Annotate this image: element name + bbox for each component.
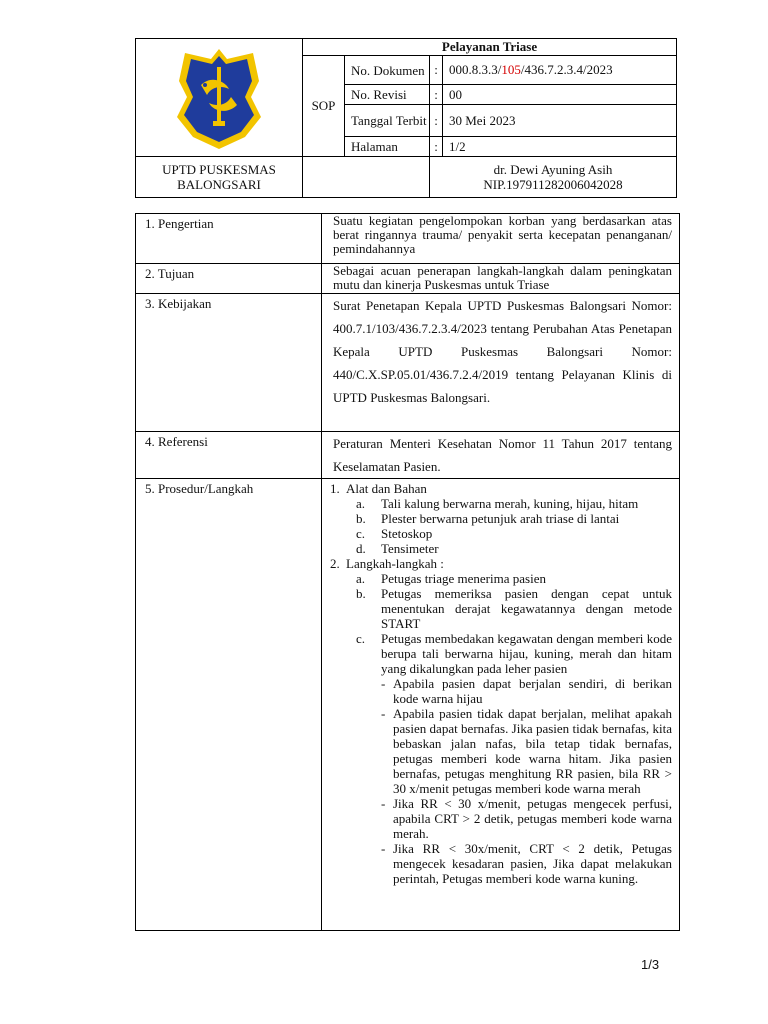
step-2-items [330, 571, 672, 886]
dash-item: - Apabila pasien tidak dapat berjalan, melihat apakah pasien dapat bernafas. Jika pasien tidak bernafas, kita bebaskan jalan nafas, bila tetap tidak bernafas, petugas memberi kode warna hitam. Jika pasien bernafas, petugas menghitung RR pasien, bila RR > 30 x/menit petugas memberi kode warna merah [381, 706, 672, 796]
step-title: Langkah-langkah : [346, 556, 444, 571]
unit-line-1: UPTD PUSKESMAS [162, 162, 276, 177]
issue-date-value: 30 Mei 2023 [443, 105, 677, 137]
step-1 [330, 481, 672, 496]
surabaya-crest-logo [171, 45, 267, 151]
step-title: Alat dan Bahan [346, 481, 427, 496]
revision-label: No. Revisi [345, 85, 430, 105]
revision-value: 00 [443, 85, 677, 105]
doc-number-value: 000.8.3.3/105/436.7.2.3.4/2023 [443, 56, 677, 85]
dash-list [356, 676, 672, 886]
section-label-prosedur: 5. Prosedur/Langkah [136, 479, 322, 931]
colon: : [430, 85, 443, 105]
logo-cell [136, 39, 303, 157]
signer-name: dr. Dewi Ayuning Asih [493, 162, 613, 177]
section-label-pengertian: 1. Pengertian [136, 214, 322, 264]
section-text-pengertian: Suatu kegiatan pengelompokan korban yang berdasarkan atas berat ringannya trauma/ penyakit serta kecepatan penanganan/ pemindahannya [322, 214, 680, 264]
issue-date-label: Tanggal Terbit [345, 105, 430, 137]
doc-number-label: No. Dokumen [345, 56, 430, 85]
section-label-kebijakan: 3. Kebijakan [136, 294, 322, 432]
page-number: 1/3 [641, 957, 660, 972]
list-item: b. Plester berwarna petunjuk arah triase di lantai [356, 511, 620, 526]
section-text-referensi: Peraturan Menteri Kesehatan Nomor 11 Tahun 2017 tentang Keselamatan Pasien. [322, 432, 680, 479]
signatory [430, 157, 677, 198]
section-label-referensi: 4. Referensi [136, 432, 322, 479]
blank-cell [303, 157, 430, 198]
section-text-tujuan: Sebagai acuan penerapan langkah-langkah dalam peningkatan mutu dan kinerja Puskesmas untuk Triase [322, 264, 680, 294]
list-item: a. Petugas triage menerima pasien [356, 571, 546, 586]
page-label: Halaman [345, 137, 430, 157]
list-item: a. Tali kalung berwarna merah, kuning, hijau, hitam [356, 496, 639, 511]
dash-item: - Apabila pasien dapat berjalan sendiri, di berikan kode warna hijau [381, 676, 672, 706]
step-2 [330, 556, 672, 571]
colon: : [430, 105, 443, 137]
dash-item: - Jika RR < 30x/menit, CRT < 2 detik, Petugas mengecek kesadaran pasien, Jika dapat melakukan perintah, Petugas memberi kode warna kuning. [381, 841, 672, 886]
section-body-prosedur [322, 479, 680, 931]
list-item: c. Stetoskop [356, 526, 433, 541]
unit-name [136, 157, 303, 198]
step-number: 1. [330, 481, 340, 496]
document-title: Pelayanan Triase [303, 39, 677, 56]
list-item: d. Tensimeter [356, 541, 439, 556]
step-1-items [330, 496, 672, 556]
sop-content-table [135, 213, 680, 931]
colon: : [430, 137, 443, 157]
unit-line-2: BALONGSARI [177, 177, 261, 192]
signer-nip: NIP.197911282006042028 [483, 177, 623, 192]
list-item: c. Petugas membedakan kegawatan dengan memberi kode berupa tali berwarna hijau, kuning, merah dan hitam yang dikalungkan pada leher pasien [356, 631, 672, 676]
colon: : [430, 56, 443, 85]
step-number: 2. [330, 556, 340, 571]
sop-header-table [135, 38, 677, 198]
list-item: b. Petugas memeriksa pasien dengan cepat untuk menentukan derajat kegawatannya dengan metode START [356, 586, 672, 631]
dash-item: - Jika RR < 30 x/menit, petugas mengecek perfusi, apabila CRT > 2 detik, petugas memberi kode warna merah. [381, 796, 672, 841]
page-value: 1/2 [443, 137, 677, 157]
section-label-tujuan: 2. Tujuan [136, 264, 322, 294]
sop-label: SOP [303, 56, 345, 157]
section-text-kebijakan: Surat Penetapan Kepala UPTD Puskesmas Balongsari Nomor: 400.7.1/103/436.7.2.3.4/2023 tentang Perubahan Atas Penetapan Kepala UPTD Puskesmas Balongsari Nomor: 440/C.X.SP.05.01/436.7.2.4/2019 tentang Pelayanan Klinis di UPTD Puskesmas Balongsari. [322, 294, 680, 432]
